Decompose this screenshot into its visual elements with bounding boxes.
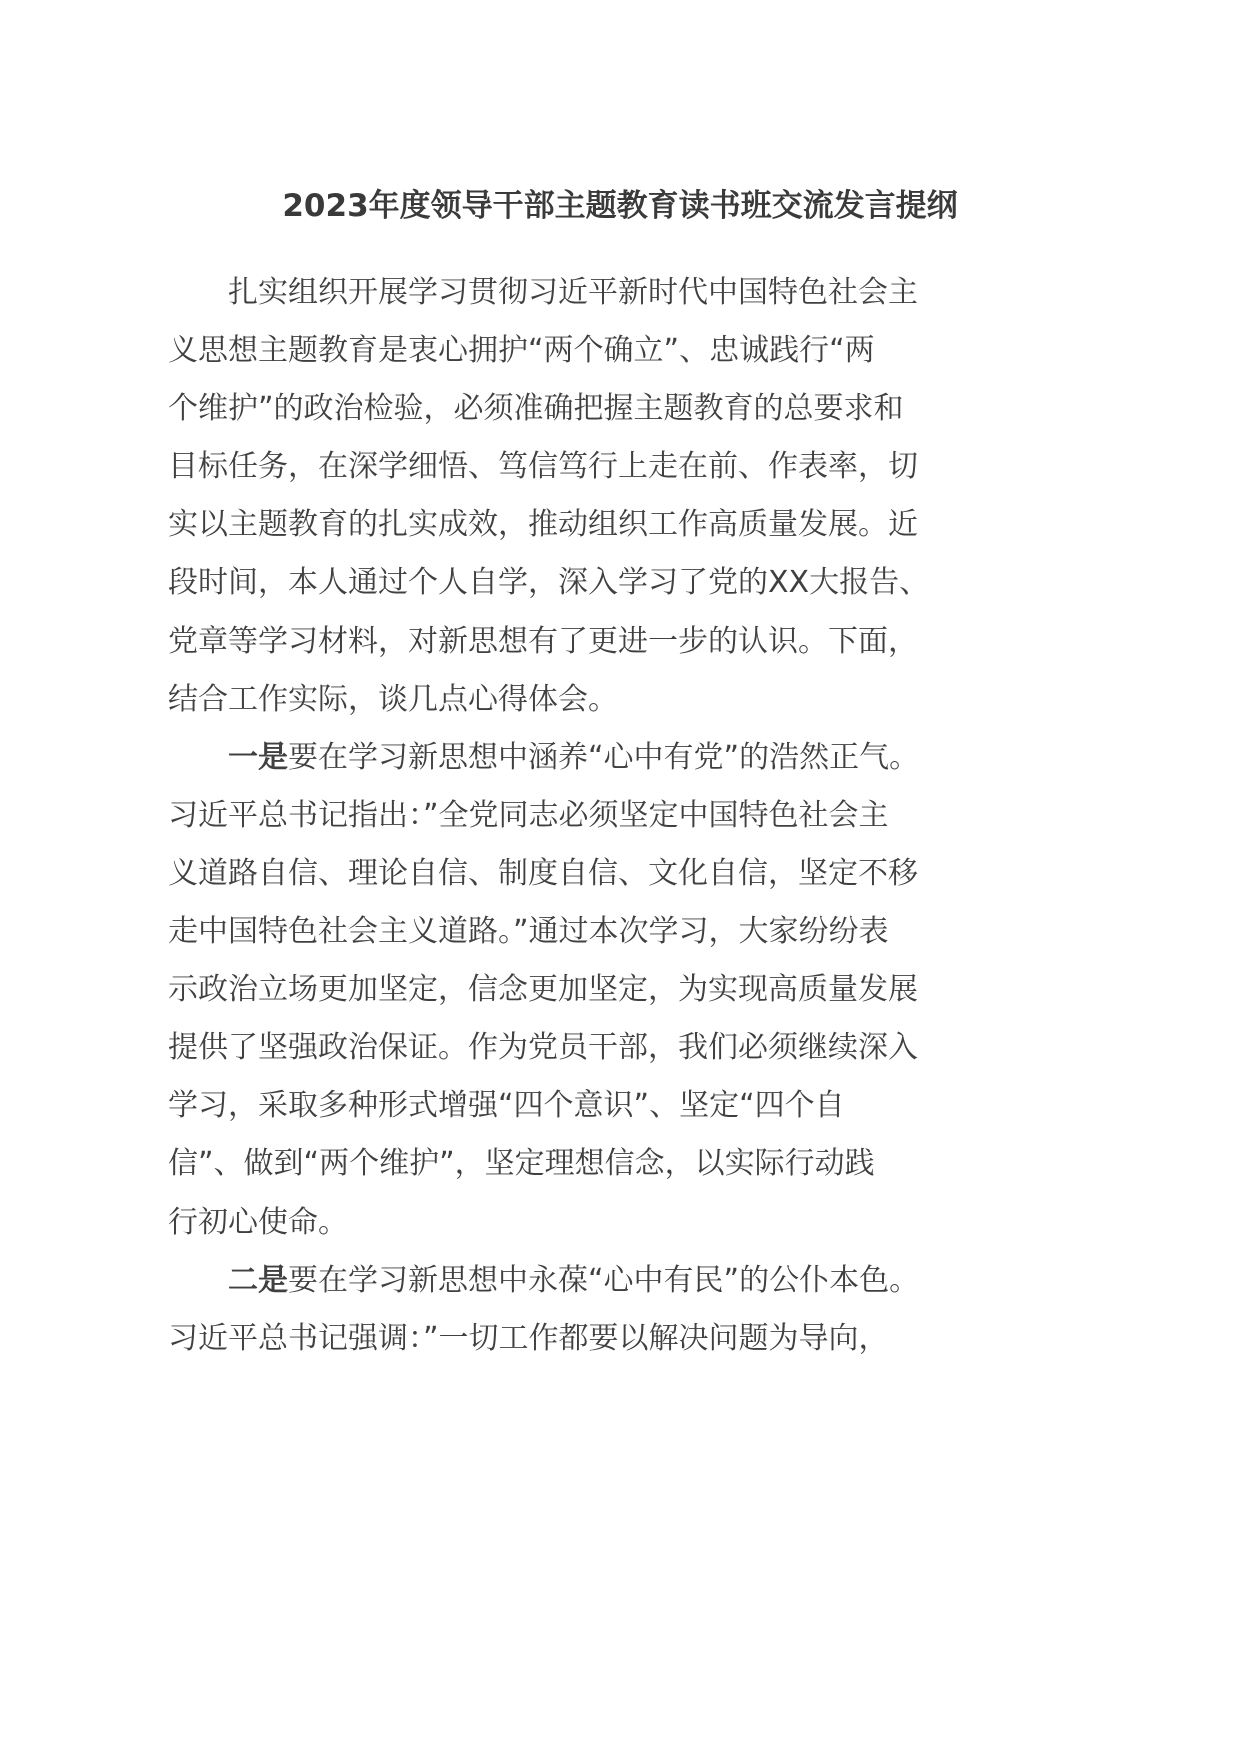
text-line	[168, 729, 928, 787]
point-text: 要在学习新思想中永葆“心中有民”的公仆本色。	[288, 1262, 920, 1298]
text-line: 习近平总书记强调：”一切工作都要以解决问题为导向，	[168, 1320, 889, 1356]
text-line: 段时间，本人通过个人自学，深入学习了党的XX大报告、	[168, 565, 930, 601]
text-line: 习近平总书记指出：”全党同志必须坚定中国特色社会主	[168, 797, 889, 833]
text-line: 目标任务，在深学细悟、笃信笃行上走在前、作表率，切	[168, 449, 918, 485]
text-line: 信”、做到“两个维护”，坚定理想信念，以实际行动践	[168, 1146, 875, 1182]
paragraph-point-one	[168, 729, 928, 1252]
document-body	[168, 264, 928, 1368]
point-lead: 二是	[228, 1262, 288, 1298]
text-line: 结合工作实际，谈几点心得体会。	[168, 681, 618, 717]
text-line: 扎实组织开展学习贯彻习近平新时代中国特色社会主	[228, 275, 918, 310]
text-line: 走中国特色社会主义道路。”通过本次学习，大家纷纷表	[168, 914, 889, 950]
point-text: 要在学习新思想中涵养“心中有党”的浩然正气。	[288, 739, 920, 775]
paragraph-point-two	[168, 1252, 928, 1368]
text-line: 学习，采取多种形式增强“四个意识”、坚定“四个自	[168, 1088, 845, 1124]
text-line: 示政治立场更加坚定，信念更加坚定，为实现高质量发展	[168, 972, 918, 1008]
text-line: 义思想主题教育是衷心拥护“两个确立”、忠诚践行“两	[168, 333, 875, 369]
text-line	[168, 1252, 928, 1310]
text-line: 行初心使命。	[168, 1204, 348, 1240]
text-line: 党章等学习材料，对新思想有了更进一步的认识。下面，	[168, 623, 918, 659]
point-lead: 一是	[228, 739, 288, 775]
paragraph-intro	[168, 264, 928, 729]
text-line: 个维护”的政治检验，必须准确把握主题教育的总要求和	[168, 391, 904, 427]
text-line: 提供了坚强政治保证。作为党员干部，我们必须继续深入	[168, 1030, 918, 1066]
text-line: 实以主题教育的扎实成效，推动组织工作高质量发展。近	[168, 507, 918, 543]
text-line: 义道路自信、理论自信、制度自信、文化自信，坚定不移	[168, 855, 918, 891]
document-title: 2023年度领导干部主题教育读书班交流发言提纲	[282, 188, 958, 224]
